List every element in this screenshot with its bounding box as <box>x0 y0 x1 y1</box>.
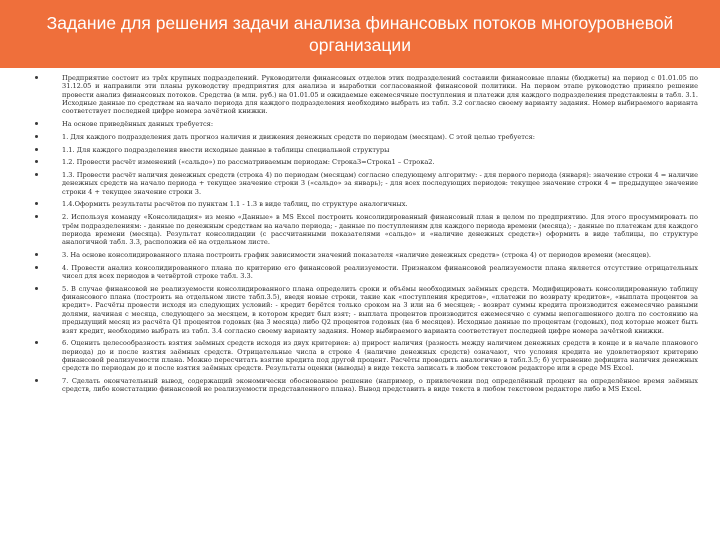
list-item: 1.2. Провести расчёт изменений («сальдо») по рассматриваемым периодам: Строка3=Строка1 – Строка2. <box>30 158 698 166</box>
list-item: 3. На основе консолидированного плана построить график зависимости значений показателя «наличие денежных средств» (строка 4) от периодов времени (месяцев). <box>30 251 698 259</box>
bullet-icon <box>35 341 38 344</box>
list-item: 1.4.Оформить результаты расчётов по пунктам 1.1 - 1.3 в виде таблиц, по структуре аналогичных. <box>30 200 698 208</box>
list-item: 1. Для каждого подразделения дать прогноз наличия и движения денежных средств по периодам (месяцам). С этой целью требуется: <box>30 133 698 141</box>
bullet-icon <box>35 202 38 205</box>
list-item: 2. Используя команду «Консолидация» из меню «Данные» в MS Excel построить консолидированный финансовый план в целом по предприятию. Для этого просуммировать по трём подразделениям: - данные по денежным средствам на начало периода; - данные по поступлениям для каждого периода времени (месяца); - данные по платежам для каждого периода времени (месяца). Результат консолидации (с рассчитанными показателями «сальдо» и «наличие денежных средств») оформить в виде таблицы, по структуре аналогичной табл. 3.3, расположив её на отдельном листе. <box>30 213 698 246</box>
list-item: 1.3. Провести расчёт наличия денежных средств (строка 4) по периодам (месяцам) согласно следующему алгоритму: - для первого периода (января): значение строки 4 = наличие денежных средств на начало периода + текущее значение строки 3 («сальдо» за январь); - для всех последующих периодов: текущее значение строки 4 = предыдущее значение строки 4 + текущее значение строки 3. <box>30 171 698 196</box>
bullet-icon <box>35 76 38 79</box>
bullet-icon <box>35 148 38 151</box>
bullet-icon <box>35 266 38 269</box>
slide-title: Задание для решения задачи анализа финансовых потоков многоуровневой организации <box>46 13 674 55</box>
list-item: 5. В случае финансовой не реализуемости консолидированного плана определить сроки и объёмы необходимых заёмных средств. Модифицировать консолидированную таблицу финансового плана (построить на отдельном листе табл.3.5), введя новые строки, такие как «поступления кредитов», «платежи по возврату кредитов», «выплата процентов за кредит». Расчёты провести исходя из следующих условий: - кредит берётся только сроком на 3 или на 6 месяцев; - возврат суммы кредита производится ежемесячно равными долями, начиная с месяца, следующего за месяцем, в котором кредит был взят; - выплата процентов производится ежемесячно с суммы непогашенного долга по состоянию на предыдущий месяц из расчёта Q1 процентов годовых (на 3 месяца) либо Q2 процентов годовых (на 6 месяцев). Исходные данные по процентам (годовых), под которые может быть взят кредит, необходимо выбрать из табл. 3.4 согласно своему варианту задания. Номер выбираемого варианта соответствует последней цифре номера зачётной книжки. <box>30 285 698 335</box>
bullet-icon <box>35 253 38 256</box>
slide-body <box>30 74 698 532</box>
bullet-icon <box>35 215 38 218</box>
list-item: Предприятие состоит из трёх крупных подразделений. Руководители финансовых отделов этих подразделений составили финансовые планы (бюджеты) на период с 01.01.05 по 31.12.05 и направили эти планы руководству предприятия для анализа и выработки согласованной финансовой политики. На первом этапе руководство приняло решение провести анализ финансовых потоков. Средства (в млн. руб.) на 01.01.05 и ожидаемые ежемесячные поступления и платежи для каждого подразделения представлены в табл. 3.1. Исходные данные по средствам на начало периода для каждого подразделения необходимо выбрать из табл. 3.2 согласно своему варианту задания. Номер выбираемого варианта соответствует последней цифре номера зачётной книжки. <box>30 74 698 116</box>
bullet-icon <box>35 173 38 176</box>
task-list <box>30 74 698 394</box>
bullet-icon <box>35 135 38 138</box>
list-item: 1.1. Для каждого подразделения ввести исходные данные в таблицы специальной структуры <box>30 146 698 154</box>
list-item: 7. Сделать окончательный вывод, содержащий экономически обоснованное решение (например, о привлечении под определённый процент на определённое время заёмных средств, либо констатацию финансовой не реализуемости представленного плана). Вывод представить в виде текста в любом текстовом редакторе либо в MS Excel. <box>30 377 698 394</box>
bullet-icon <box>35 160 38 163</box>
slide-header <box>0 0 720 68</box>
list-item: 6. Оценить целесообразность взятия заёмных средств исходя из двух критериев: a) прирост наличия (разность между наличием денежных средств в конце и в начале планового периода) до и после взятия заёмных средств. Отрицательные числа в строке 4 (наличие денежных средств) означают, что условия кредита не удовлетворяют критерию финансовой реализуемости плана. Можно пересчитать взятие кредита под другой процент. Расчёты проводить аналогично в табл.3.5; б) устранение дефицита наличия денежных средств по периодам до и после взятия заёмных средств. Результаты оценки (выводы) в виде текста записать в любом текстовом редакторе или в среде MS Excel. <box>30 339 698 372</box>
bullet-icon <box>35 379 38 382</box>
bullet-icon <box>35 122 38 125</box>
list-item: На основе приведённых данных требуется: <box>30 120 698 128</box>
bullet-icon <box>35 287 38 290</box>
list-item: 4. Провести анализ консолидированного плана по критерию его финансовой реализуемости. Признаком финансовой реализуемости плана является отсутствие отрицательных чисел для всех периодов в четвёртой строке табл. 3.3. <box>30 264 698 281</box>
